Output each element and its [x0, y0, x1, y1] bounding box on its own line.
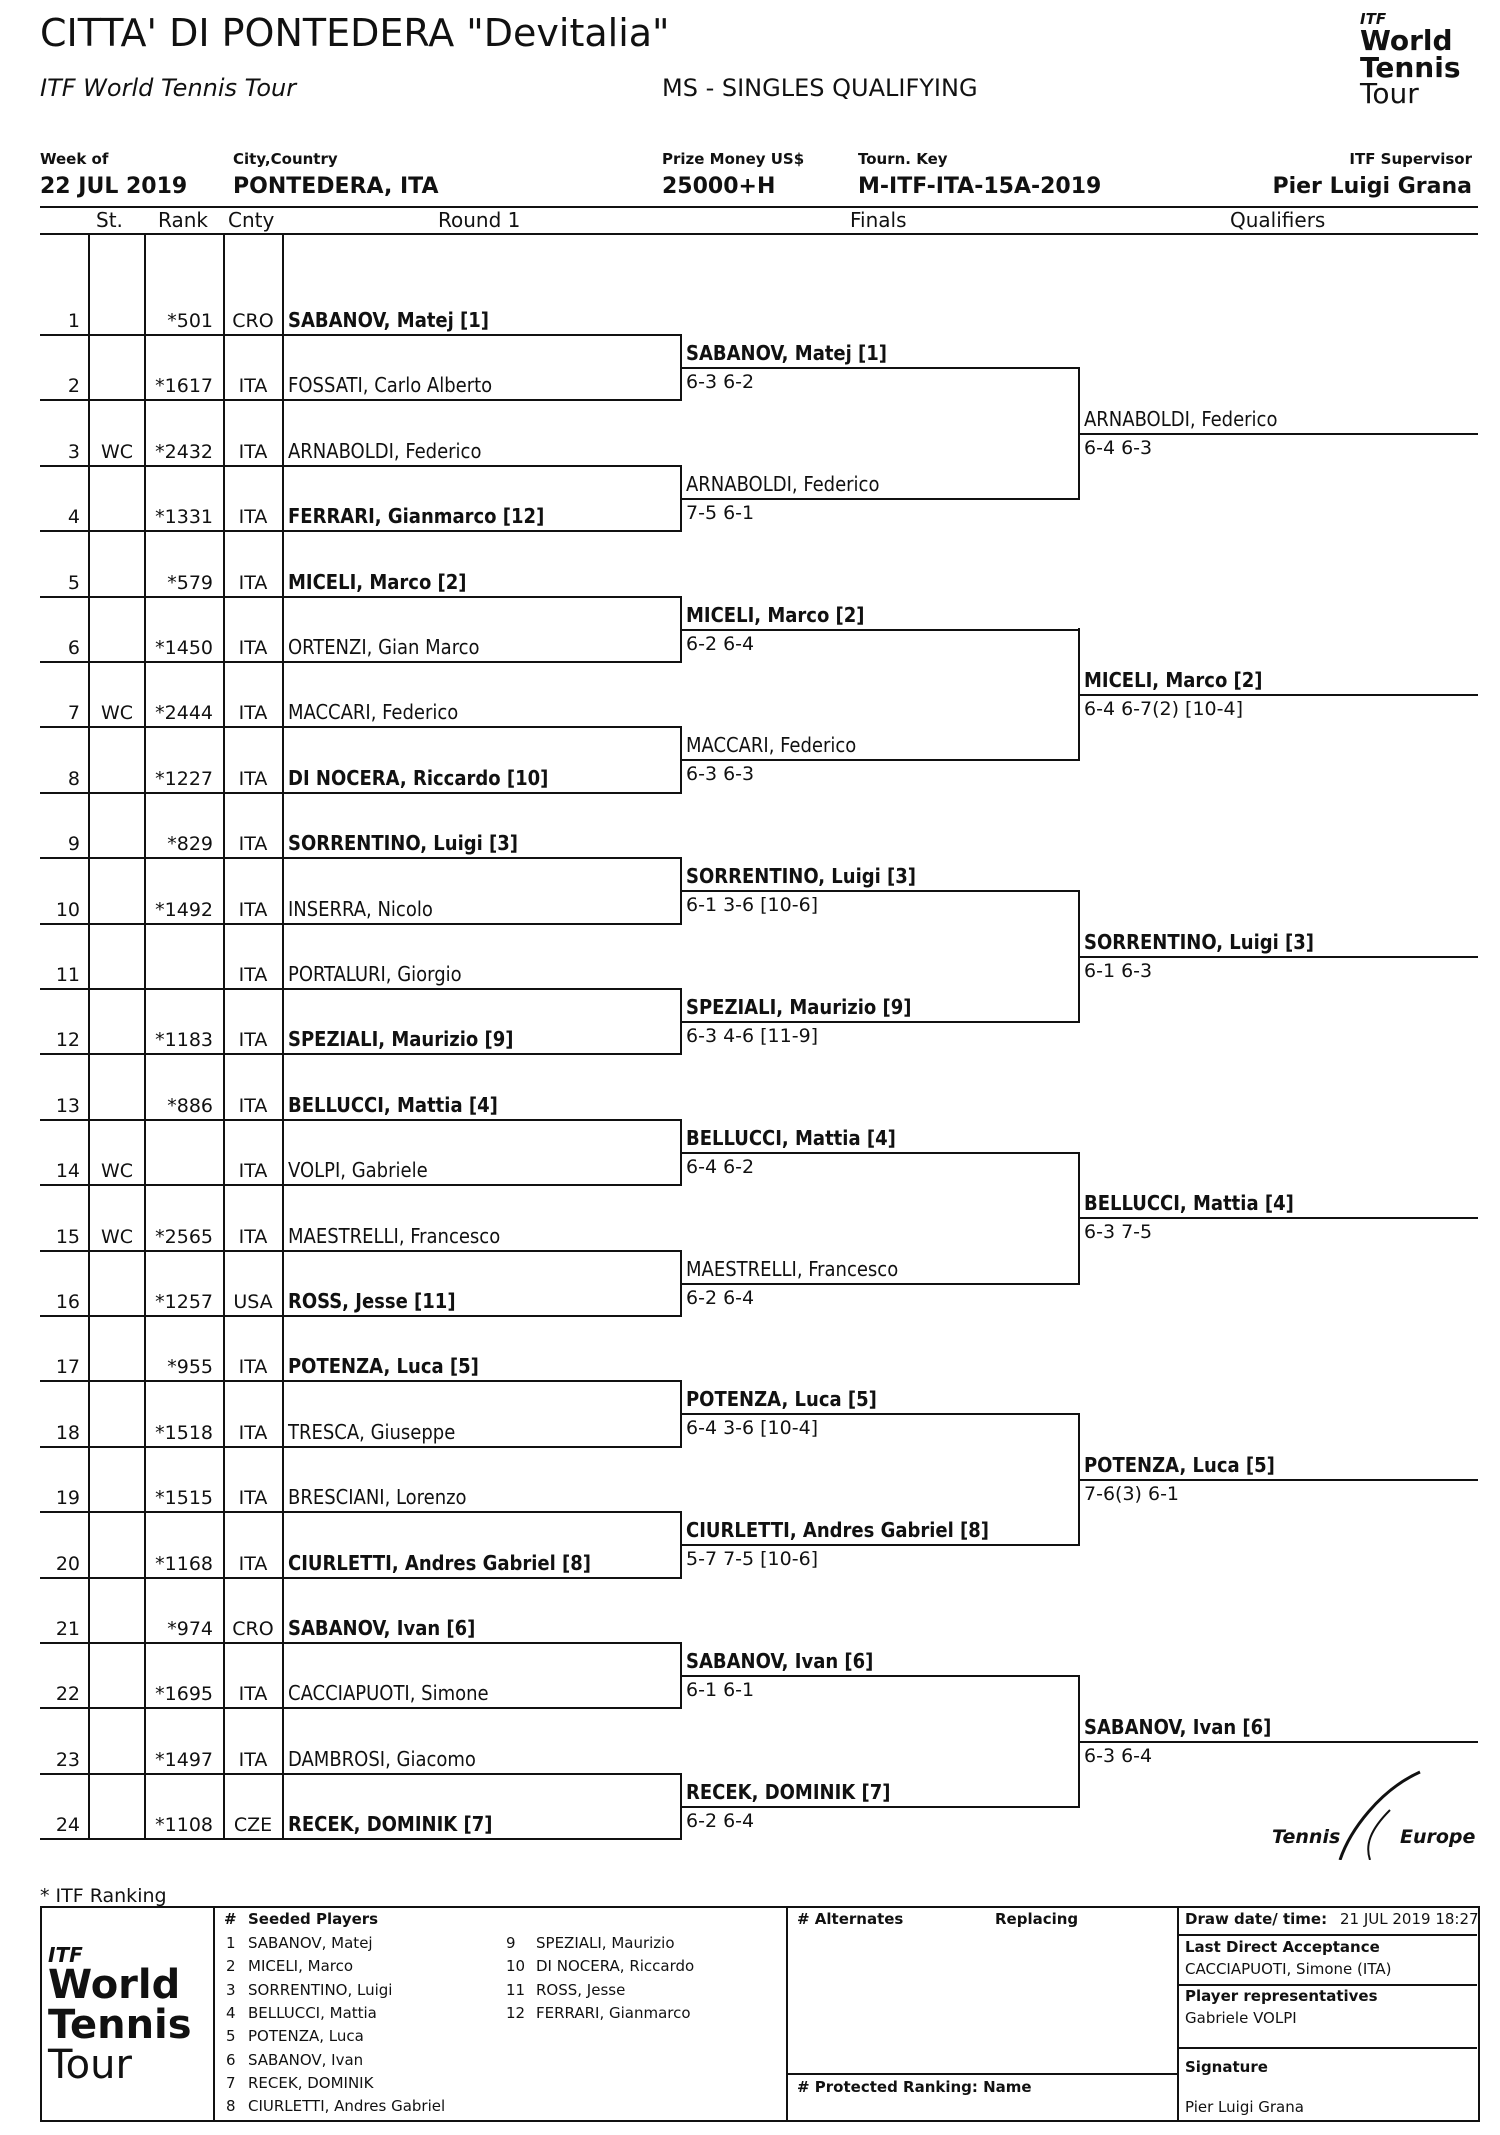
round2-score: 6-4 3-6 [10-4] — [686, 1417, 819, 1439]
player-name: FERRARI, Gianmarco [12] — [288, 504, 545, 528]
entry-country: ITA — [238, 506, 268, 528]
event-name: MS - SINGLES QUALIFYING — [662, 74, 978, 102]
player-name: TRESCA, Giuseppe — [288, 1420, 456, 1444]
seed-name: SPEZIALI, Maurizio — [536, 1934, 675, 1952]
r2-line — [682, 1283, 1080, 1285]
entry-status: WC — [100, 1160, 134, 1182]
seed-name: CIURLETTI, Andres Gabriel — [248, 2097, 446, 2116]
player-name: FOSSATI, Carlo Alberto — [288, 373, 493, 397]
tennis-europe-left: Tennis — [1272, 1826, 1341, 1848]
entry-country: ITA — [238, 833, 268, 855]
entry-country: ITA — [238, 1160, 268, 1182]
entry-rank: *1497 — [155, 1749, 213, 1771]
seed-number: 3 — [226, 1980, 236, 1999]
entry-rank: *1450 — [155, 637, 213, 659]
entry-status: WC — [100, 441, 134, 463]
entry-number: 6 — [67, 637, 80, 659]
entry-number: 22 — [55, 1683, 80, 1705]
qualifier-score: 7-6(3) 6-1 — [1084, 1483, 1180, 1505]
entry-number: 7 — [67, 702, 80, 724]
entry-country: ITA — [238, 1749, 268, 1771]
prize-value: 25000+H — [662, 174, 776, 199]
tennis-europe-logo — [1270, 1770, 1480, 1860]
qualifier-name: MICELI, Marco [2] — [1084, 668, 1263, 692]
entry-number: 1 — [67, 310, 80, 332]
r2-line — [682, 1021, 1080, 1023]
player-name: PORTALURI, Giorgio — [288, 962, 462, 986]
qualifier-line — [1080, 694, 1478, 696]
entry-number: 19 — [55, 1487, 80, 1509]
footer-logo-itf: ITF — [48, 1943, 83, 1967]
entry-line — [40, 465, 682, 467]
entry-line — [40, 726, 682, 728]
qualifier-line — [1080, 1741, 1478, 1743]
player-name: RECEK, DOMINIK [7] — [288, 1812, 493, 1836]
tour-subtitle: ITF World Tennis Tour — [40, 74, 297, 102]
seed-number: 1 — [226, 1934, 236, 1952]
seed-number: 12 — [506, 2003, 526, 2022]
entry-number: 4 — [67, 506, 80, 528]
key-value: M-ITF-ITA-15A-2019 — [858, 174, 1102, 199]
round2-score: 6-2 6-4 — [686, 633, 755, 655]
seed-number: 9 — [506, 1934, 516, 1952]
entry-number: 18 — [55, 1422, 80, 1444]
seeded-title: Seeded Players — [248, 1910, 379, 1928]
entry-line — [40, 1707, 682, 1709]
r2-line — [682, 367, 1080, 369]
footer-divider-1 — [213, 1906, 215, 2120]
entry-rank: *2565 — [155, 1226, 213, 1248]
logo-itf: ITF — [1360, 10, 1387, 28]
round2-winner: MACCARI, Federico — [686, 733, 857, 757]
entry-rank: *1108 — [155, 1814, 213, 1836]
player-name: ARNABOLDI, Federico — [288, 439, 482, 463]
itf-logo-footer — [48, 1943, 208, 2088]
player-name: MICELI, Marco [2] — [288, 570, 467, 594]
lda-label: Last Direct Acceptance — [1185, 1938, 1380, 1956]
entry-line — [40, 1642, 682, 1644]
itf-ranking-note: * ITF Ranking — [40, 1885, 167, 1907]
round2-score: 6-1 3-6 [10-6] — [686, 894, 819, 916]
entry-rank: *1183 — [155, 1029, 213, 1051]
col-cnty: Cnty — [228, 208, 275, 232]
entry-number: 5 — [67, 572, 80, 594]
qualifier-name: SABANOV, Ivan [6] — [1084, 1715, 1272, 1739]
round2-winner: SPEZIALI, Maurizio [9] — [686, 995, 912, 1019]
entry-line — [40, 661, 682, 663]
round2-winner: MAESTRELLI, Francesco — [686, 1257, 899, 1281]
week-value: 22 JUL 2019 — [40, 174, 188, 199]
player-name: BRESCIANI, Lorenzo — [288, 1485, 467, 1509]
entry-rank: *955 — [167, 1356, 213, 1378]
round2-score: 6-3 6-3 — [686, 763, 755, 785]
r2-line — [682, 1152, 1080, 1154]
round2-winner: SABANOV, Ivan [6] — [686, 1649, 874, 1673]
entry-rank: *1168 — [155, 1553, 213, 1575]
footer-logo-world: World — [48, 1962, 181, 2008]
entry-number: 24 — [55, 1814, 80, 1836]
qualifier-name: SORRENTINO, Luigi [3] — [1084, 930, 1314, 954]
footer-divider-3 — [1177, 1906, 1179, 2120]
footer-divider-2 — [786, 1906, 788, 2120]
protected-rule — [786, 2073, 1178, 2075]
entry-line — [40, 1119, 682, 1121]
entry-country: ITA — [238, 1029, 268, 1051]
entry-number: 21 — [55, 1618, 80, 1640]
seed-name: DI NOCERA, Riccardo — [536, 1957, 695, 1976]
col-finals: Finals — [850, 208, 907, 232]
player-name: MAESTRELLI, Francesco — [288, 1224, 501, 1248]
player-name: ORTENZI, Gian Marco — [288, 635, 480, 659]
entry-line — [40, 530, 682, 532]
qualifier-name: POTENZA, Luca [5] — [1084, 1453, 1275, 1477]
lda-value: CACCIAPUOTI, Simone (ITA) — [1185, 1960, 1392, 1978]
entry-rank: *1515 — [155, 1487, 213, 1509]
entry-line — [40, 1577, 682, 1579]
city-value: PONTEDERA, ITA — [233, 174, 439, 199]
entry-line — [40, 1184, 682, 1186]
r2-line — [682, 1806, 1080, 1808]
entry-rank: *2444 — [155, 702, 213, 724]
entry-number: 11 — [55, 964, 80, 986]
qualifier-line — [1080, 956, 1478, 958]
qualifier-score: 6-3 6-4 — [1084, 1745, 1153, 1767]
week-label: Week of — [40, 150, 109, 168]
entry-country: USA — [233, 1291, 273, 1313]
player-name: SABANOV, Matej [1] — [288, 308, 490, 332]
entry-line — [40, 1250, 682, 1252]
entry-status: WC — [100, 702, 134, 724]
supervisor-label: ITF Supervisor — [1349, 150, 1472, 168]
entry-line — [40, 334, 682, 336]
entry-country: CRO — [232, 310, 274, 332]
r2-line — [682, 1544, 1080, 1546]
seed-name: SORRENTINO, Luigi — [248, 1980, 393, 1999]
draw-date-value: 21 JUL 2019 18:27 — [1340, 1910, 1479, 1928]
round2-score: 6-1 6-1 — [686, 1679, 755, 1701]
entry-country: ITA — [238, 1487, 268, 1509]
protected-ranking-title: # Protected Ranking: Name — [797, 2078, 1032, 2096]
entry-rank: *1695 — [155, 1683, 213, 1705]
header-rule-bottom — [40, 233, 1478, 235]
footer-logo-tour: Tour — [48, 2042, 132, 2088]
reps-value: Gabriele VOLPI — [1185, 2009, 1297, 2027]
entry-line — [40, 792, 682, 794]
entry-number: 15 — [55, 1226, 80, 1248]
seed-number: 5 — [226, 2027, 236, 2046]
round2-score: 6-3 6-2 — [686, 371, 755, 393]
round2-score: 7-5 6-1 — [686, 502, 755, 524]
entry-rank: *1331 — [155, 506, 213, 528]
seed-name: SABANOV, Ivan — [248, 2050, 364, 2069]
lda-rule — [1177, 1984, 1477, 1986]
entry-number: 9 — [67, 833, 80, 855]
entry-country: ITA — [238, 1356, 268, 1378]
entry-number: 16 — [55, 1291, 80, 1313]
seed-number: 11 — [506, 1980, 526, 1999]
player-name: CACCIAPUOTI, Simone — [288, 1681, 489, 1705]
r2-line — [682, 629, 1080, 631]
entry-country: ITA — [238, 637, 268, 659]
entry-rank: *1227 — [155, 768, 213, 790]
col-round1: Round 1 — [438, 208, 521, 232]
qualifier-score: 6-4 6-3 — [1084, 437, 1153, 459]
entry-country: ITA — [238, 964, 268, 986]
draw-date-label: Draw date/ time: — [1185, 1910, 1328, 1928]
qualifier-line — [1080, 1217, 1478, 1219]
prize-label: Prize Money US$ — [662, 150, 805, 168]
entry-country: ITA — [238, 702, 268, 724]
seed-number: 10 — [506, 1957, 526, 1976]
round2-score: 6-2 6-4 — [686, 1810, 755, 1832]
seed-name: FERRARI, Gianmarco — [536, 2003, 691, 2022]
round2-score: 6-2 6-4 — [686, 1287, 755, 1309]
entry-line — [40, 923, 682, 925]
entry-line — [40, 399, 682, 401]
entry-number: 3 — [67, 441, 80, 463]
tournament-title: CITTA' DI PONTEDERA "Devitalia" — [40, 11, 670, 55]
seed-name: POTENZA, Luca — [248, 2027, 364, 2046]
seed-number: 2 — [226, 1957, 236, 1976]
entry-country: ITA — [238, 899, 268, 921]
city-label: City,Country — [233, 150, 338, 168]
entry-line — [40, 1053, 682, 1055]
entry-country: ITA — [238, 1422, 268, 1444]
seed-number: 4 — [226, 2003, 236, 2022]
entry-country: ITA — [238, 441, 268, 463]
player-name: SPEZIALI, Maurizio [9] — [288, 1027, 514, 1051]
seed-name: BELLUCCI, Mattia — [248, 2003, 377, 2022]
col-rank: Rank — [158, 208, 208, 232]
footer-logo-tennis: Tennis — [48, 2002, 192, 2048]
entry-number: 23 — [55, 1749, 80, 1771]
entry-line — [40, 857, 682, 859]
entry-number: 12 — [55, 1029, 80, 1051]
entry-country: CRO — [232, 1618, 274, 1640]
round2-winner: CIURLETTI, Andres Gabriel [8] — [686, 1518, 990, 1542]
round2-winner: BELLUCCI, Mattia [4] — [686, 1126, 896, 1150]
signature-rule — [1177, 2047, 1477, 2049]
entry-number: 13 — [55, 1095, 80, 1117]
seed-number: 8 — [226, 2097, 236, 2116]
player-name: BELLUCCI, Mattia [4] — [288, 1093, 498, 1117]
player-name: ROSS, Jesse [11] — [288, 1289, 456, 1313]
qualifier-name: ARNABOLDI, Federico — [1084, 407, 1278, 431]
entry-rank: *829 — [167, 833, 213, 855]
entry-number: 2 — [67, 375, 80, 397]
seeded-hash: # — [224, 1910, 237, 1928]
qualifier-name: BELLUCCI, Mattia [4] — [1084, 1191, 1294, 1215]
round2-winner: ARNABOLDI, Federico — [686, 472, 880, 496]
seed-name: RECEK, DOMINIK — [248, 2073, 374, 2092]
round2-score: 6-3 4-6 [11-9] — [686, 1025, 819, 1047]
player-name: MACCARI, Federico — [288, 700, 459, 724]
entry-number: 20 — [55, 1553, 80, 1575]
qualifier-score: 6-1 6-3 — [1084, 960, 1153, 982]
entry-rank: *579 — [167, 572, 213, 594]
entry-country: ITA — [238, 1553, 268, 1575]
qualifier-score: 6-4 6-7(2) [10-4] — [1084, 698, 1244, 720]
entry-number: 14 — [55, 1160, 80, 1182]
seed-number: 7 — [226, 2073, 236, 2092]
r2-line — [682, 1675, 1080, 1677]
player-name: DAMBROSI, Giacomo — [288, 1747, 476, 1771]
r2-line — [682, 1413, 1080, 1415]
entry-rank: *1617 — [155, 375, 213, 397]
qualifier-line — [1080, 433, 1478, 435]
entry-country: CZE — [233, 1814, 273, 1836]
entry-rank: *1492 — [155, 899, 213, 921]
entry-line — [40, 1511, 682, 1513]
entry-rank: *886 — [167, 1095, 213, 1117]
player-name: DI NOCERA, Riccardo [10] — [288, 766, 549, 790]
col-qualifiers: Qualifiers — [1230, 208, 1326, 232]
player-name: POTENZA, Luca [5] — [288, 1354, 479, 1378]
entry-line — [40, 1315, 682, 1317]
entry-number: 17 — [55, 1356, 80, 1378]
round2-score: 5-7 7-5 [10-6] — [686, 1548, 819, 1570]
player-name: SORRENTINO, Luigi [3] — [288, 831, 518, 855]
player-name: INSERRA, Nicolo — [288, 897, 433, 921]
entry-country: ITA — [238, 1095, 268, 1117]
entry-rank: *2432 — [155, 441, 213, 463]
entry-number: 10 — [55, 899, 80, 921]
replacing-title: Replacing — [995, 1910, 1079, 1928]
key-label: Tourn. Key — [858, 150, 948, 168]
signature-label: Signature — [1185, 2058, 1268, 2076]
round2-winner: POTENZA, Luca [5] — [686, 1387, 877, 1411]
r2-line — [682, 498, 1080, 500]
round2-winner: RECEK, DOMINIK [7] — [686, 1780, 891, 1804]
draw-date-rule — [1177, 1934, 1477, 1936]
round2-winner: SABANOV, Matej [1] — [686, 341, 888, 365]
entry-country: ITA — [238, 1683, 268, 1705]
entry-country: ITA — [238, 768, 268, 790]
col-st: St. — [96, 208, 123, 232]
logo-world: World — [1360, 24, 1453, 57]
round2-winner: SORRENTINO, Luigi [3] — [686, 864, 916, 888]
entry-rank: *1257 — [155, 1291, 213, 1313]
seed-name: MICELI, Marco — [248, 1957, 354, 1976]
entry-line — [40, 988, 682, 990]
r2-line — [682, 759, 1080, 761]
round2-score: 6-4 6-2 — [686, 1156, 755, 1178]
tennis-europe-right: Europe — [1400, 1826, 1476, 1848]
r2-line — [682, 890, 1080, 892]
entry-country: ITA — [238, 1226, 268, 1248]
reps-label: Player representatives — [1185, 1987, 1378, 2005]
seed-name: SABANOV, Matej — [248, 1934, 373, 1952]
itf-world-tennis-tour-logo — [1360, 10, 1470, 111]
entry-line — [40, 1838, 682, 1840]
alternates-title: # Alternates — [797, 1910, 904, 1928]
entry-country: ITA — [238, 572, 268, 594]
logo-tennis: Tennis — [1360, 50, 1461, 84]
col-divider-st — [88, 233, 90, 1838]
entry-line — [40, 1773, 682, 1775]
entry-line — [40, 596, 682, 598]
seed-number: 6 — [226, 2050, 236, 2069]
col-divider-name — [282, 233, 284, 1838]
entry-line — [40, 1380, 682, 1382]
entry-country: ITA — [238, 375, 268, 397]
entry-status: WC — [100, 1226, 134, 1248]
qualifier-score: 6-3 7-5 — [1084, 1221, 1153, 1243]
entry-rank: *974 — [167, 1618, 213, 1640]
supervisor-value: Pier Luigi Grana — [1272, 174, 1472, 199]
logo-tour: Tour — [1360, 77, 1419, 111]
player-name: SABANOV, Ivan [6] — [288, 1616, 476, 1640]
player-name: VOLPI, Gabriele — [288, 1158, 428, 1182]
entry-line — [40, 1446, 682, 1448]
entry-rank: *501 — [167, 310, 213, 332]
signature-value: Pier Luigi Grana — [1185, 2098, 1304, 2116]
entry-number: 8 — [67, 768, 80, 790]
qualifier-line — [1080, 1479, 1478, 1481]
seed-name: ROSS, Jesse — [536, 1980, 626, 1999]
entry-rank: *1518 — [155, 1422, 213, 1444]
round2-winner: MICELI, Marco [2] — [686, 603, 865, 627]
player-name: CIURLETTI, Andres Gabriel [8] — [288, 1551, 592, 1575]
